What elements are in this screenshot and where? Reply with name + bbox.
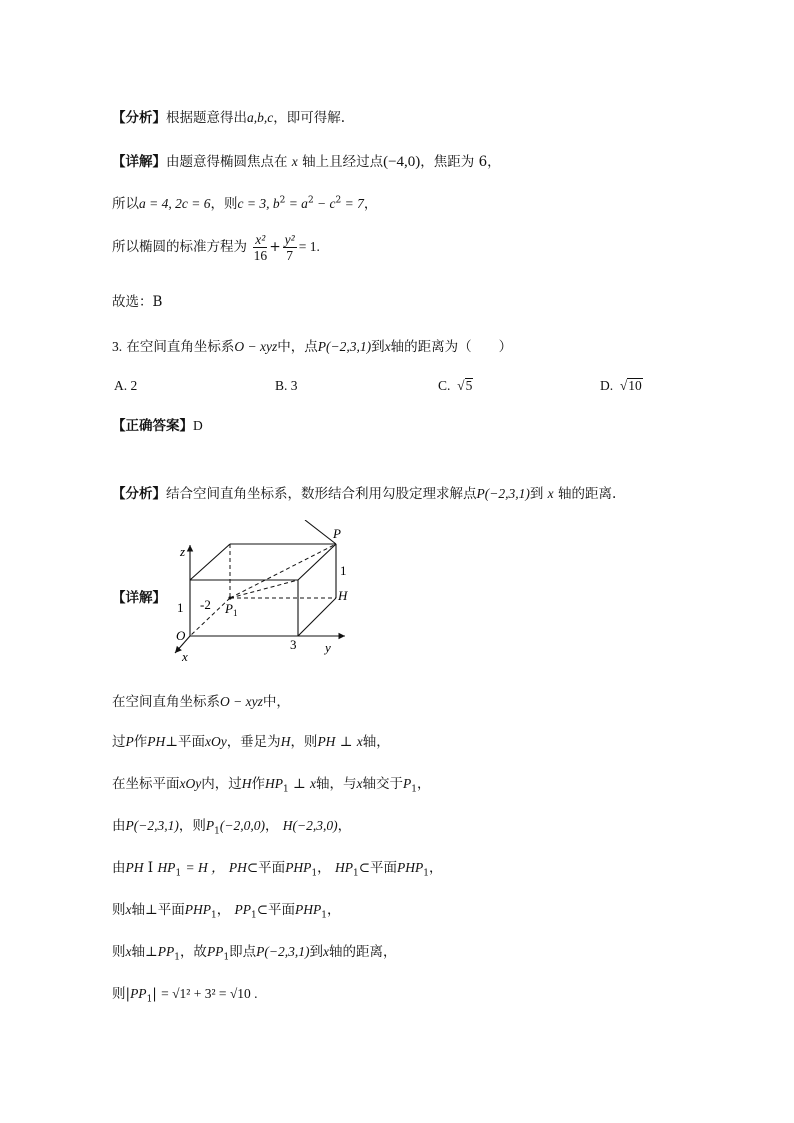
label-y: y [325, 640, 331, 655]
label-P1: $P_1$ [225, 601, 238, 618]
analysis-2-line: 【分析】结合空间直角坐标系，数形结合利用勾股定理求解点P(−2,3,1)到 x 轴的距离. [112, 486, 617, 502]
label-3: 3 [290, 637, 297, 652]
label-z: z [180, 544, 186, 559]
cuboid-figure [160, 520, 380, 665]
solution-line-1: 在空间直角坐标系O − xyz中， [112, 694, 290, 710]
label-P: P [333, 526, 341, 541]
solution-line-5: 由PH I $HP_1 = H$ ， PH⊂平面$PHP_1$， $HP_1\subset$平面$PHP_1$， [112, 860, 443, 879]
label-O: O [176, 628, 186, 643]
detail-tag: 【详解】 [112, 154, 166, 170]
label-H: H [338, 588, 348, 603]
choice-d[interactable]: D. √10 [600, 378, 642, 393]
detail-1-answer: 故选：B [112, 294, 163, 310]
solution-line-6: 则x轴⊥平面$PHP_1$， $PP_1\subset$平面$PHP_1$， [112, 902, 341, 921]
correct-answer: 【正确答案】D [112, 418, 203, 434]
analysis-1-line: 【分析】根据题意得出a,b,c，即可得解. [112, 110, 346, 126]
label-1-right: 1 [340, 563, 347, 578]
label-x: x [182, 649, 188, 664]
solution-line-3: 在坐标平面xOy内，过H作$HP_1$ ⊥ x轴，与x轴交于$P_1$， [112, 776, 431, 795]
choice-a[interactable]: A. 2 [114, 378, 138, 393]
label-1-left: 1 [177, 600, 184, 615]
detail-1-line-1: 【详解】由题意得椭圆焦点在 x 轴上且经过点(−4,0)，焦距为 6， [112, 154, 501, 170]
solution-line-8: 则$|PP_1| = √1^2 + 3^2 = √10$ . [112, 986, 258, 1005]
solution-line-4: 由P(−2,3,1)，则$P_1(-2,0,0)$， H(−2,3,0)， [112, 818, 352, 837]
question-3: 3. 在空间直角坐标系O − xyz中，点P(−2,3,1)到x轴的距离为（ ） [112, 339, 513, 355]
fraction-x: $\frac{\text{x²}}{16}$ [253, 232, 268, 263]
detail-2-tag: 【详解】 [112, 590, 166, 606]
detail-1-line-3: 所以椭圆的标准方程为 $\frac{\text{x²}}{16}$ + $\frac{\text{y²}}{7}$ = 1. [112, 232, 320, 263]
fraction-y: $\frac{\text{y²}}{7}$ [284, 232, 295, 263]
solution-line-7: 则x轴$\perp PP_1$，故$PP_1$即点P(−2,3,1)到x轴的距离， [112, 944, 397, 963]
solution-line-2: 过P作PH⊥平面xOy，垂足为H，则PH ⊥ x轴， [112, 734, 390, 750]
analysis-tag: 【分析】 [112, 110, 166, 126]
label-neg2: -2 [200, 597, 211, 612]
choice-b[interactable]: B. 3 [275, 378, 298, 393]
detail-1-line-2: 所以a = 4, 2c = 6，则c = 3, $b^2 = a^2 - c^2 = 7$， [112, 195, 378, 212]
choice-c[interactable]: C. √5 [438, 378, 473, 393]
